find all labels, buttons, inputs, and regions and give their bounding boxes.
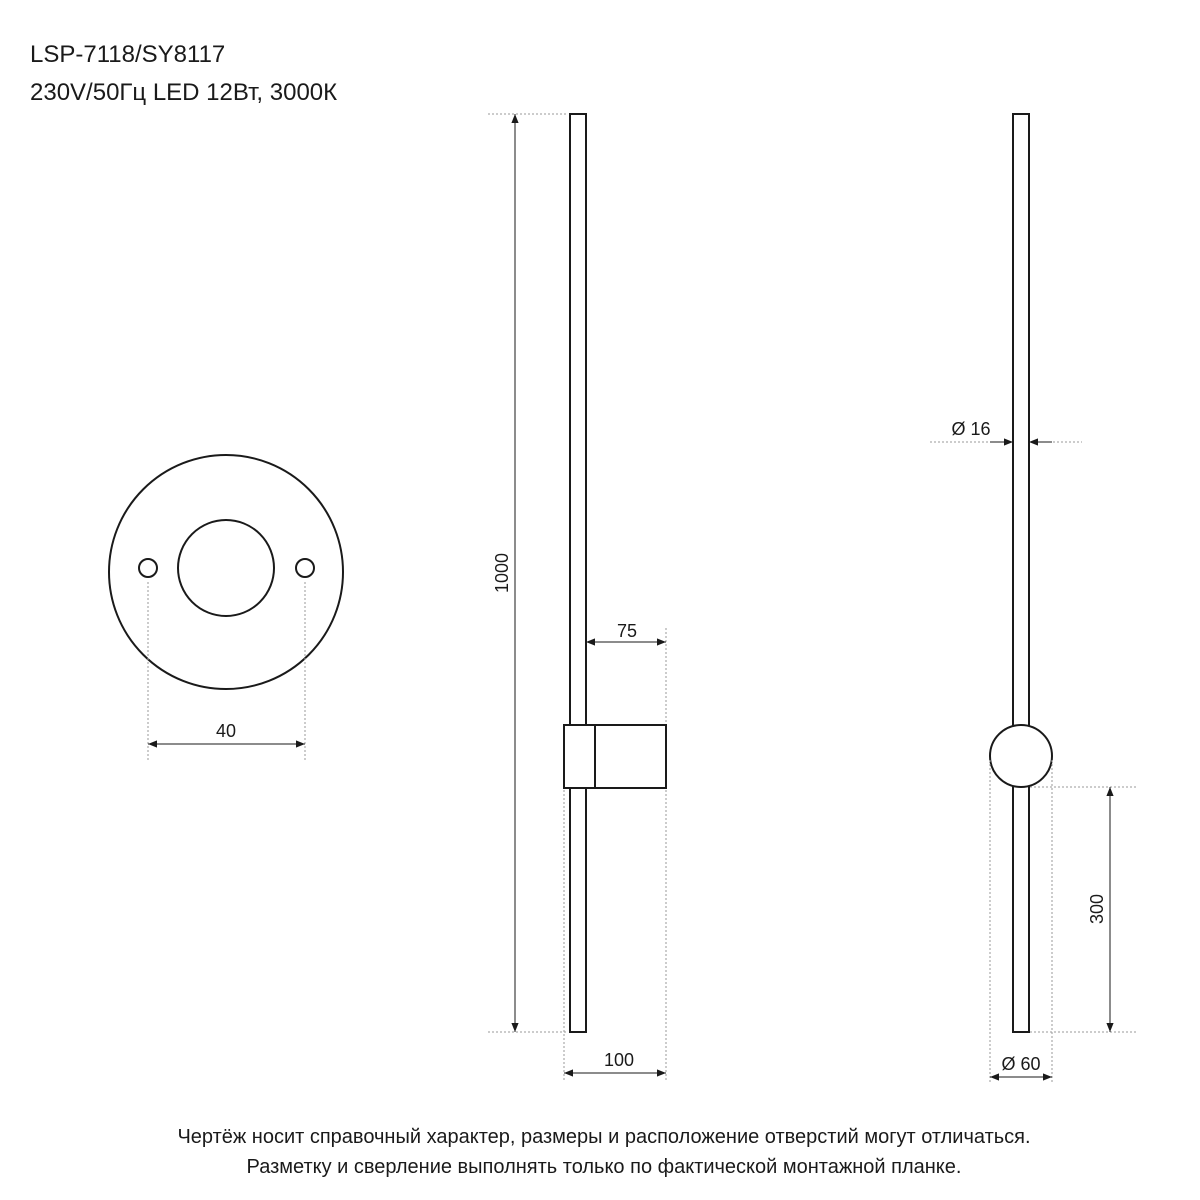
front-rod — [1013, 114, 1029, 1032]
dimension-label-lower-length: 300 — [1087, 893, 1107, 925]
electrical-specs: 230V/50Гц LED 12Вт, 3000К — [30, 79, 338, 106]
mounting-plate-view — [109, 455, 343, 760]
mounting-hole-left — [139, 559, 157, 577]
disclaimer-line-1: Чертёж носит справочный характер, размеры и расположение отверстий могут отличаться. — [177, 1126, 1031, 1148]
side-bracket-body — [564, 725, 666, 788]
disclaimer-line-2: Разметку и сверление выполнять только по фактической монтажной планке. — [246, 1156, 962, 1178]
dimension-label-total-height: 1000 — [492, 552, 512, 594]
disclaimer-notes — [0, 1122, 1200, 1182]
front-view — [930, 114, 1138, 1084]
dimension-label-hole-spacing: 40 — [215, 721, 237, 741]
model-number: LSP-7118/SY8117 — [30, 41, 226, 68]
center-opening — [178, 520, 274, 616]
dimension-label-body-diameter: Ø 60 — [1001, 1054, 1041, 1074]
dimension-label-bracket-width: 100 — [603, 1050, 635, 1070]
dimension-label-projection: 75 — [616, 621, 638, 641]
mounting-plate-outline — [109, 455, 343, 689]
side-view — [488, 114, 666, 1080]
front-body-disc — [990, 725, 1052, 787]
side-rod — [570, 114, 586, 1032]
dimension-label-tube-diameter: Ø 16 — [951, 419, 991, 439]
mounting-hole-right — [296, 559, 314, 577]
